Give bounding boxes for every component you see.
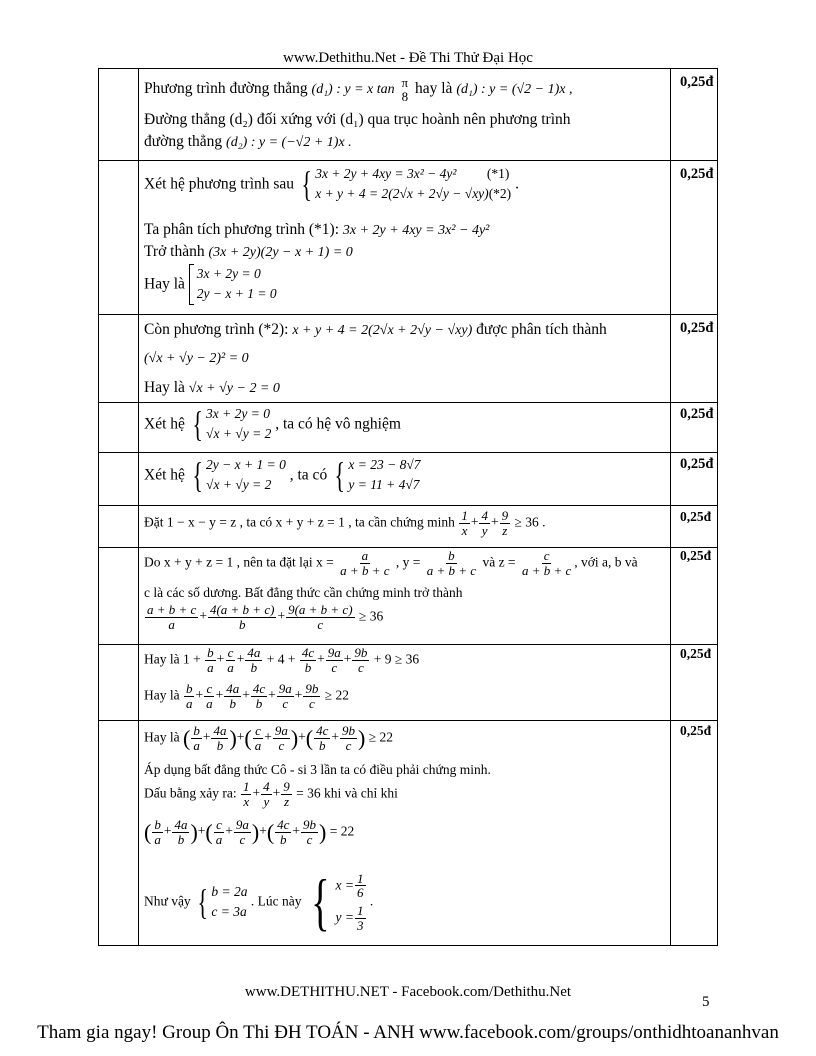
frac-num: 4a (247, 645, 261, 660)
text: , với a, b và (574, 554, 638, 570)
frac-num: 9 (501, 508, 509, 523)
equation: b = 2a (211, 883, 248, 899)
page-footer: www.DETHITHU.NET - Facebook.com/Dethithu.Net (244, 984, 572, 1000)
paren: ) (290, 725, 299, 751)
fraction (340, 724, 357, 752)
paren: ) (190, 819, 198, 845)
equation: 3x + 2y = 0 (206, 406, 271, 421)
fraction (261, 780, 272, 808)
frac-num: 9b (342, 723, 356, 738)
equation: x + y + 4 = 2(2√x + 2√y − √xy) (315, 186, 489, 202)
fraction (355, 904, 366, 932)
fraction (303, 682, 320, 710)
equation-system (189, 455, 286, 496)
frac-den: b (238, 616, 246, 632)
frac-num: 9a (327, 645, 341, 660)
text: Hay là (144, 687, 180, 703)
bracket-icon (189, 264, 194, 305)
frac-den: a (154, 831, 161, 847)
brace-icon: { (301, 164, 312, 205)
text: , ta có hệ vô nghiệm (275, 415, 401, 433)
frac-num: b (154, 817, 161, 832)
paren: ( (266, 819, 275, 845)
score-label: 0,25đ (680, 646, 712, 661)
text: Còn phương trình (*2): (144, 321, 289, 338)
frac-num: 4 (481, 508, 488, 523)
frac-den: b (255, 695, 263, 711)
text: = 22 (329, 823, 355, 839)
frac-den: c (317, 616, 324, 632)
paren: ) (229, 725, 237, 751)
frac-den: y (481, 522, 488, 538)
table-border-col2 (670, 68, 671, 946)
brace-icon: { (334, 455, 345, 496)
text: Ta phân tích phương trình (*1): (144, 221, 340, 238)
solution-row-8: Hay là 1 + $\frac{b}{a}$ + $\frac{c}{a}$ + $\frac{4a}{b}$ + 4 + $\frac{4c}{b}$ + $\frac{9a}{c}$ + $\frac{9b}{c}$ + 9 ≥ 36 Hay là $\frac{b}{a}$ + $\frac{c}{a}$ + $\frac{4a}{b}$ + $\frac{4c}{b}$ + $\frac{9a}{c}$ + $\frac{9b}{c}$ ≥ 22 (144, 645, 420, 711)
frac-den: a (254, 737, 262, 753)
fraction (300, 646, 316, 674)
frac-num: 9a (278, 681, 292, 696)
text: = 36 khi và chỉ khi (296, 785, 398, 801)
math-expr: (d₁) : y = x tan (311, 82, 395, 98)
solution-row-7: Do x + y + z = 1 , nên ta đặt lại x = $\frac{a}{a + b + c}$ , y = $\frac{b}{a + b + c}$ và z = $\frac{c}{a + b + c}$ , với a, b và c là các số dương. Bất đẳng thức cần chứng minh trở thành $\frac{a + b + c}{a}$ + $\frac{4(a + b + c)}{b}$ + $\frac{9(a + b + c)}{c}$ ≥ 36 (144, 548, 638, 632)
fraction (234, 818, 251, 846)
paren: ) (358, 725, 366, 751)
paren: ( (182, 725, 191, 751)
frac-den: c (357, 659, 364, 675)
frac-den: a (193, 737, 200, 753)
frac-den: 6 (357, 885, 364, 901)
text: y = (335, 909, 355, 925)
solution-row-6: Đặt 1 − x − y = z , ta có x + y + z = 1 , ta cần chứng minh $\frac{1}{x}$ + $\frac{4}{y}$ + $\frac{9}{z}$ ≥ 36 . (144, 508, 546, 538)
text: Dấu bằng xảy ra: (144, 785, 237, 801)
brace-icon: { (310, 866, 330, 937)
page-header: www.Dethithu.Net - Đề Thi Thử Đại Học (283, 50, 533, 66)
score-label: 0,25đ (680, 548, 712, 563)
equation: y = 11 + 4√7 (348, 477, 420, 493)
frac-den: x (461, 522, 468, 538)
fraction (459, 509, 470, 537)
frac-num: c (216, 817, 222, 832)
equation: 3x + 2y = 0 (196, 266, 261, 281)
text: và z = (482, 554, 516, 570)
text: đường thẳng (144, 133, 223, 150)
frac-den: a + b + c (426, 562, 477, 578)
frac-den: z (502, 522, 508, 538)
fraction (253, 724, 264, 752)
frac-den: a (227, 659, 234, 675)
frac-den: a + b + c (340, 562, 390, 578)
equation-system (305, 866, 367, 937)
brace-icon: { (192, 455, 203, 496)
text: Xét hệ (144, 415, 185, 433)
score-label: 0,25đ (680, 509, 712, 524)
frac-den: c (309, 695, 315, 711)
frac-den: a (215, 831, 223, 847)
fraction (145, 603, 198, 631)
fraction (191, 724, 202, 752)
frac-den: a (206, 695, 213, 711)
text: + 9 ≥ 36 (373, 651, 420, 667)
frac-den: c (282, 695, 289, 711)
fraction (352, 646, 369, 674)
text-line: Đường thẳng (d₂) đối xứng với (d₁) qua trục hoành nên phương trình (144, 111, 571, 128)
fraction (241, 780, 252, 808)
text: ≥ 36 . (514, 514, 546, 530)
fraction-pi-8 (400, 76, 411, 103)
fraction (224, 682, 241, 710)
fraction (281, 780, 292, 808)
fraction (273, 724, 290, 752)
solution-row-5 (138, 452, 668, 505)
frac-den: 8 (401, 88, 409, 104)
equation-system (194, 882, 247, 923)
frac-num: 4c (252, 681, 266, 696)
score-label: 0,25đ (680, 74, 714, 90)
fraction (152, 818, 163, 846)
frac-num: 9 (283, 779, 290, 794)
frac-den: z (283, 793, 289, 809)
frac-den: x (243, 793, 250, 809)
frac-num: b (207, 645, 214, 660)
frac-num: 4c (316, 723, 329, 738)
solution-row-3 (138, 314, 668, 402)
fraction (172, 818, 189, 846)
score-label: 0,25đ (680, 406, 714, 422)
frac-num: 9(a + b + c) (288, 602, 353, 617)
frac-num: 4(a + b + c) (209, 602, 275, 617)
fraction (184, 682, 195, 710)
text: Do x + y + z = 1 , nên ta đặt lại x = (144, 554, 334, 570)
text: , ta có (289, 466, 328, 484)
frac-num: 9a (274, 723, 288, 738)
equation-system (298, 164, 511, 205)
frac-num: 4c (301, 645, 315, 660)
text: được phân tích thành (476, 321, 607, 338)
fraction (425, 549, 478, 577)
score-label: 0,25đ (680, 723, 712, 738)
fraction (286, 603, 354, 631)
text: + 4 + (266, 651, 296, 667)
text: ≥ 36 (358, 608, 384, 624)
text: Xét hệ phương trình sau (144, 175, 295, 193)
paren: ( (244, 725, 252, 751)
text: 1 + (182, 651, 201, 667)
frac-den: c (239, 831, 246, 847)
math-expr: (√x + √y − 2)² = 0 (144, 351, 249, 366)
math-expr: (d₁) : y = (√2 − 1)x , (456, 82, 573, 98)
fraction (338, 549, 391, 577)
equation: 2y − x + 1 = 0 (206, 457, 286, 472)
frac-num: b (185, 681, 193, 696)
frac-num: 4a (226, 681, 240, 696)
paren: ) (251, 819, 260, 845)
math-expr: x + y + 4 = 2(2√x + 2√y − √xy) (292, 323, 473, 338)
equation: 3x + 2y + 4xy = 3x² − 4y² (315, 166, 457, 181)
frac-num: π (401, 75, 409, 90)
text: hay là (414, 80, 453, 98)
frac-num: 1 (357, 870, 364, 886)
fraction (204, 682, 215, 710)
brace-icon: { (197, 882, 208, 922)
frac-num: c (543, 548, 550, 563)
text: Xét hệ (144, 466, 185, 484)
math-expr: 3x + 2y + 4xy = 3x² − 4y² (342, 223, 490, 238)
frac-num: a + b + c (147, 602, 197, 617)
text: ≥ 22 (368, 729, 394, 745)
equation-system (331, 455, 420, 496)
frac-num: 4a (174, 817, 188, 832)
frac-den: b (304, 659, 312, 675)
equation-system (189, 404, 272, 445)
frac-num: b (448, 548, 455, 563)
score-label: 0,25đ (680, 320, 714, 336)
text: Hay là (144, 651, 180, 667)
frac-den: 3 (357, 917, 364, 933)
frac-num: 9b (305, 681, 319, 696)
frac-num: 4 (263, 779, 270, 794)
fraction (326, 646, 343, 674)
math-expr: √x + √y − 2 = 0 (188, 381, 280, 396)
fraction (208, 603, 276, 631)
text: . Lúc này (250, 893, 302, 909)
text: Phương trình đường thẳng (144, 80, 308, 98)
solution-row-9: Hay là ( $\frac{b}{a}$ + $\frac{4a}{b}$ )+( $\frac{c}{a}$ + $\frac{9a}{c}$ )+( $\frac{4c}{b}$ + $\frac{9b}{c}$ ) ≥ 22 Áp dụng bất đẳng thức Cô - si 3 lần ta có điều phải chứng minh. Dấu bằng xảy ra: $\frac{1}{x}$ + $\frac{4}{y}$ + $\frac{9}{z}$ = 36 khi và chỉ khi ( $\frac{b}{a}$ + $\frac{4a}{b}$ )+( $\frac{c}{a}$ + $\frac{9a}{c}$ )+( $\frac{4c}{b}$ + $\frac{9b}{c}$ ) = 22 Như vậy { b = 2a c = 3a . Lúc này { x = $\frac{1}{6}$ y = $\frac{1}{3}$ . (144, 723, 491, 937)
frac-num: 1 (461, 508, 468, 523)
fraction (520, 549, 573, 577)
paren: ( (144, 819, 152, 845)
solution-table (98, 68, 718, 946)
equation-tag: (*2) (488, 186, 512, 202)
text: Hay là (144, 275, 185, 293)
fraction (245, 646, 262, 674)
frac-num: 1 (242, 779, 250, 794)
text: . (515, 175, 519, 193)
text: Đặt 1 − x − y = z , ta có x + y + z = 1 , ta cần chứng minh (144, 514, 455, 530)
frac-num: 9b (303, 817, 317, 832)
equation: x = 23 − 8√7 (348, 457, 421, 472)
frac-den: a (207, 659, 214, 675)
frac-num: 9a (235, 817, 249, 832)
frac-den: a + b + c (521, 562, 572, 578)
frac-num: c (255, 723, 261, 738)
solution-row-1 (138, 68, 668, 160)
frac-den: a (185, 695, 193, 711)
fraction (251, 682, 267, 710)
frac-num: c (227, 645, 234, 660)
equation: √x + √y = 2 (206, 426, 272, 442)
frac-num: 4c (277, 817, 290, 832)
row-line (98, 945, 718, 946)
fraction (205, 646, 216, 674)
fraction (225, 646, 236, 674)
equation: c = 3a (211, 904, 247, 919)
fraction (214, 818, 225, 846)
frac-num: b (193, 723, 200, 738)
frac-den: b (229, 695, 236, 711)
frac-den: b (216, 737, 224, 753)
equation-tag: (*1) (486, 166, 510, 181)
fraction (500, 509, 511, 537)
table-border-right (717, 68, 718, 946)
frac-num: a (361, 548, 369, 563)
text: Trở thành (144, 243, 205, 260)
solution-row-2 (138, 160, 668, 314)
frac-num: 4a (213, 723, 227, 738)
fraction (275, 818, 291, 846)
paren: ( (305, 725, 314, 751)
page-number: 5 (702, 994, 710, 1010)
frac-num: 9b (354, 645, 368, 660)
math-expr: (3x + 2y)(2y − x + 1) = 0 (208, 245, 353, 260)
math-expr: (d₂) : y = (−√2 + 1)x . (226, 135, 352, 150)
frac-den: c (278, 737, 285, 753)
frac-den: c (345, 737, 352, 753)
text: Hay là (144, 729, 180, 745)
solution-row-4 (138, 402, 668, 452)
text: Như vậy (144, 893, 191, 909)
frac-num: c (206, 681, 213, 696)
equation-set (189, 264, 277, 305)
fraction (277, 682, 294, 710)
table-border-left (98, 68, 99, 946)
text-line: Áp dụng bất đẳng thức Cô - si 3 lần ta có điều phải chứng minh. (144, 762, 491, 777)
text: . (369, 893, 374, 909)
text-line: c là các số dương. Bất đẳng thức cần chứng minh trở thành (144, 585, 463, 600)
frac-den: c (306, 831, 313, 847)
paren: ) (319, 819, 327, 845)
fraction (479, 509, 490, 537)
frac-num: 1 (357, 903, 364, 918)
brace-icon: { (192, 404, 203, 445)
frac-den: y (263, 793, 270, 809)
fraction (211, 724, 228, 752)
score-label: 0,25đ (680, 456, 714, 472)
frac-den: a (168, 616, 175, 632)
frac-den: b (319, 737, 326, 753)
fraction (301, 818, 318, 846)
text: , y = (395, 554, 421, 570)
fraction (355, 872, 366, 900)
promo-banner: Tham gia ngay! Group Ôn Thi ĐH TOÁN - ANH www.facebook.com/groups/onthidhtoananhvan (37, 1022, 779, 1043)
frac-den: b (250, 659, 258, 675)
equation: 2y − x + 1 = 0 (196, 286, 277, 302)
equation: √x + √y = 2 (206, 477, 272, 493)
frac-den: b (177, 831, 185, 847)
text: Hay là (144, 379, 185, 396)
score-label: 0,25đ (680, 166, 714, 182)
fraction (314, 724, 330, 752)
frac-den: b (280, 831, 287, 847)
text: ≥ 22 (324, 687, 350, 703)
frac-den: c (331, 659, 338, 675)
paren: ( (205, 819, 213, 845)
text: x = (335, 877, 355, 893)
